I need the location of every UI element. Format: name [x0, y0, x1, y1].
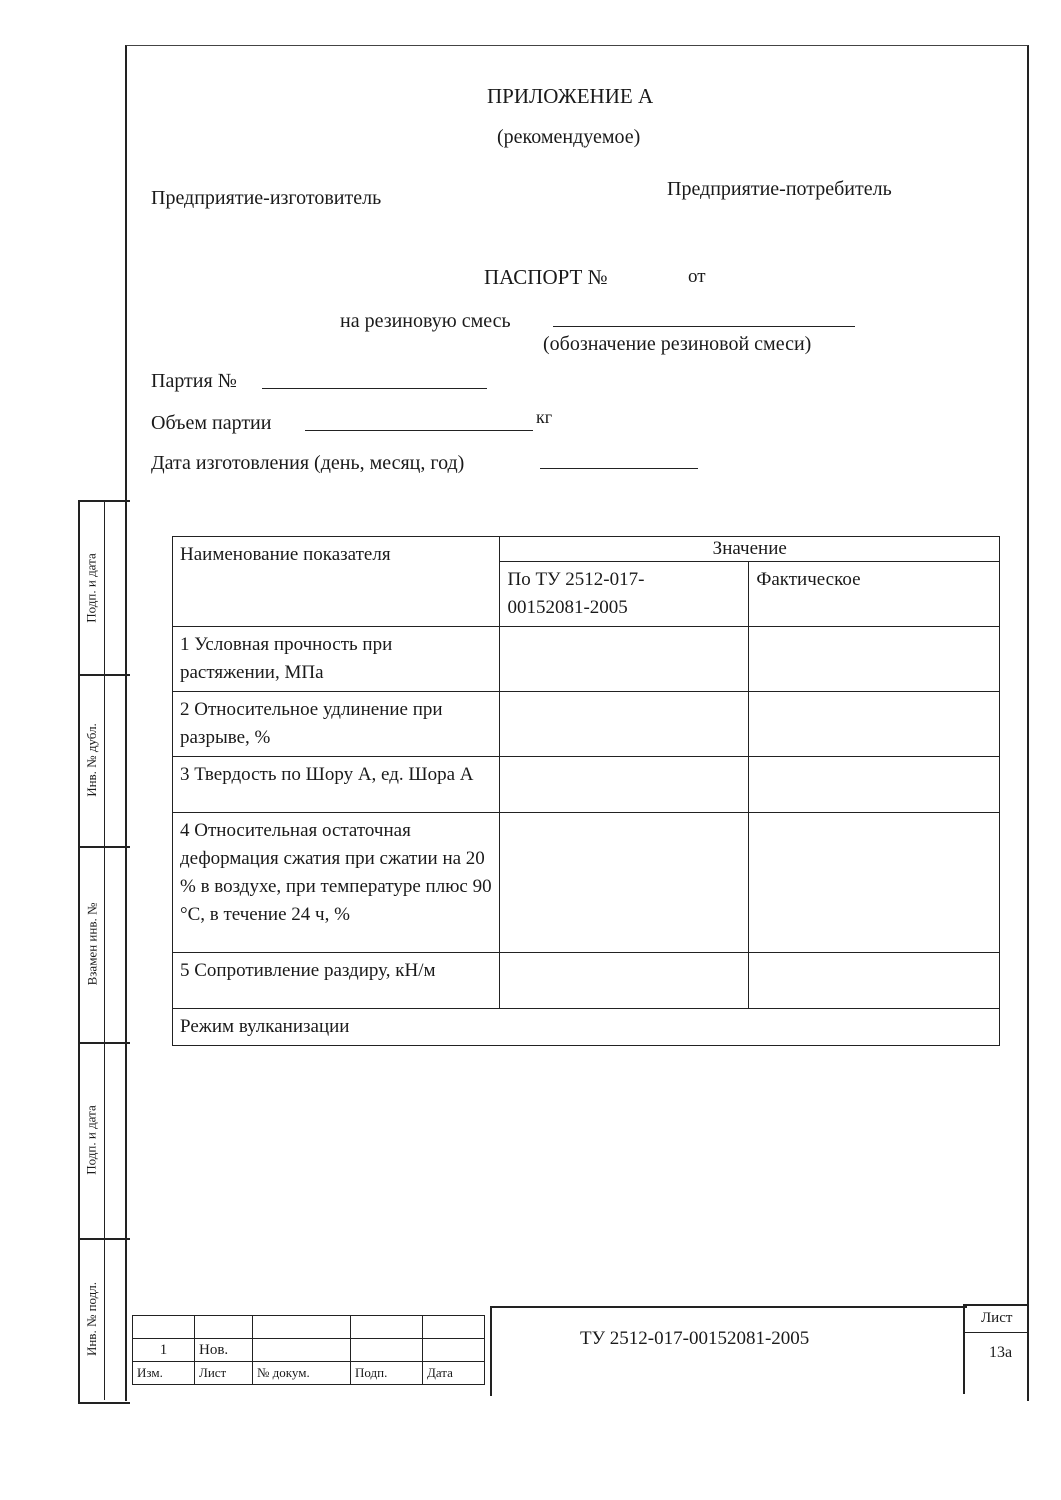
document-code-box	[490, 1306, 967, 1396]
strip-cell	[80, 1042, 104, 1238]
table-row-label: 4 Относительная остаточная деформация сжатия при сжатии на 20 % в воздухе, при температуре плюс 90 °С, в течение 24 ч, %	[173, 813, 500, 953]
compound-hint: (обозначение резиновой смеси)	[543, 333, 812, 355]
tu-value-cell[interactable]	[500, 692, 749, 757]
strip-label: Подп. и дата	[84, 553, 100, 623]
tu-value-cell[interactable]	[500, 627, 749, 692]
actual-value-cell[interactable]	[749, 953, 1000, 1009]
strip-cell	[80, 502, 104, 674]
tu-value-cell[interactable]	[500, 813, 749, 953]
header-date: Дата	[423, 1362, 485, 1385]
binding-strip	[78, 500, 130, 1404]
header-sheet: Лист	[195, 1362, 253, 1385]
revision-number: 1	[133, 1339, 195, 1362]
passport-date-label: от	[688, 266, 706, 287]
actual-value-cell[interactable]	[749, 813, 1000, 953]
document-code: ТУ 2512-017-00152081-2005	[580, 1328, 810, 1349]
strip-label: Подп. и дата	[84, 1105, 100, 1175]
revision-table	[132, 1315, 485, 1385]
batch-field-line	[262, 388, 487, 389]
volume-unit: кг	[536, 407, 553, 427]
table-row-label: 3 Твердость по Шору А, ед. Шора А	[173, 757, 500, 813]
consumer-label: Предприятие-потребитель	[667, 178, 892, 200]
strip-cell	[80, 1238, 104, 1400]
passport-title: ПАСПОРТ №	[484, 265, 608, 289]
col-value-header: Значение	[500, 537, 1000, 562]
header-sign: Подп.	[351, 1362, 423, 1385]
col-actual-header: Фактическое	[749, 562, 1000, 627]
header-doc: № докум.	[253, 1362, 351, 1385]
revision-sheet: Нов.	[195, 1339, 253, 1362]
actual-value-cell[interactable]	[749, 757, 1000, 813]
batch-label: Партия №	[151, 370, 237, 392]
strip-cell	[80, 674, 104, 846]
actual-value-cell[interactable]	[749, 627, 1000, 692]
appendix-type: (рекомендуемое)	[497, 126, 641, 148]
compound-field-line	[553, 326, 855, 327]
sheet-box	[963, 1304, 1027, 1394]
sheet-divider	[965, 1332, 1027, 1333]
col-tu-header	[500, 562, 749, 627]
volume-label: Объем партии	[151, 412, 272, 434]
col-name-header: Наименование показателя	[173, 537, 500, 627]
strip-label: Инв. № дубл.	[84, 723, 100, 797]
actual-value-cell[interactable]	[749, 692, 1000, 757]
parameters-table	[172, 536, 1000, 1046]
tu-value-cell[interactable]	[500, 953, 749, 1009]
compound-label: на резиновую смесь	[340, 310, 511, 332]
vulcanization-row: Режим вулканизации	[173, 1009, 1000, 1046]
strip-cell	[80, 846, 104, 1042]
strip-label: Инв. № подл.	[84, 1281, 100, 1357]
volume-field-line	[305, 430, 533, 431]
strip-label: Взамен инв. №	[84, 902, 99, 986]
appendix-title: ПРИЛОЖЕНИЕ А	[487, 84, 654, 108]
sheet-number: 13а	[989, 1344, 1013, 1361]
table-row-label: 5 Сопротивление раздиру, кН/м	[173, 953, 500, 1009]
sheet-label: Лист	[981, 1310, 1013, 1326]
header-change: Изм.	[133, 1362, 195, 1385]
tu-value-cell[interactable]	[500, 757, 749, 813]
date-made-field-line	[540, 468, 698, 469]
table-row-label: 2 Относительное удлинение при разрыве, %	[173, 692, 500, 757]
date-made-label: Дата изготовления (день, месяц, год)	[151, 452, 465, 474]
col-tu-header-text: По ТУ 2512-017-00152081-2005	[507, 569, 645, 618]
manufacturer-label: Предприятие-изготовитель	[151, 187, 382, 209]
table-row-label: 1 Условная прочность при растяжении, МПа	[173, 627, 500, 692]
